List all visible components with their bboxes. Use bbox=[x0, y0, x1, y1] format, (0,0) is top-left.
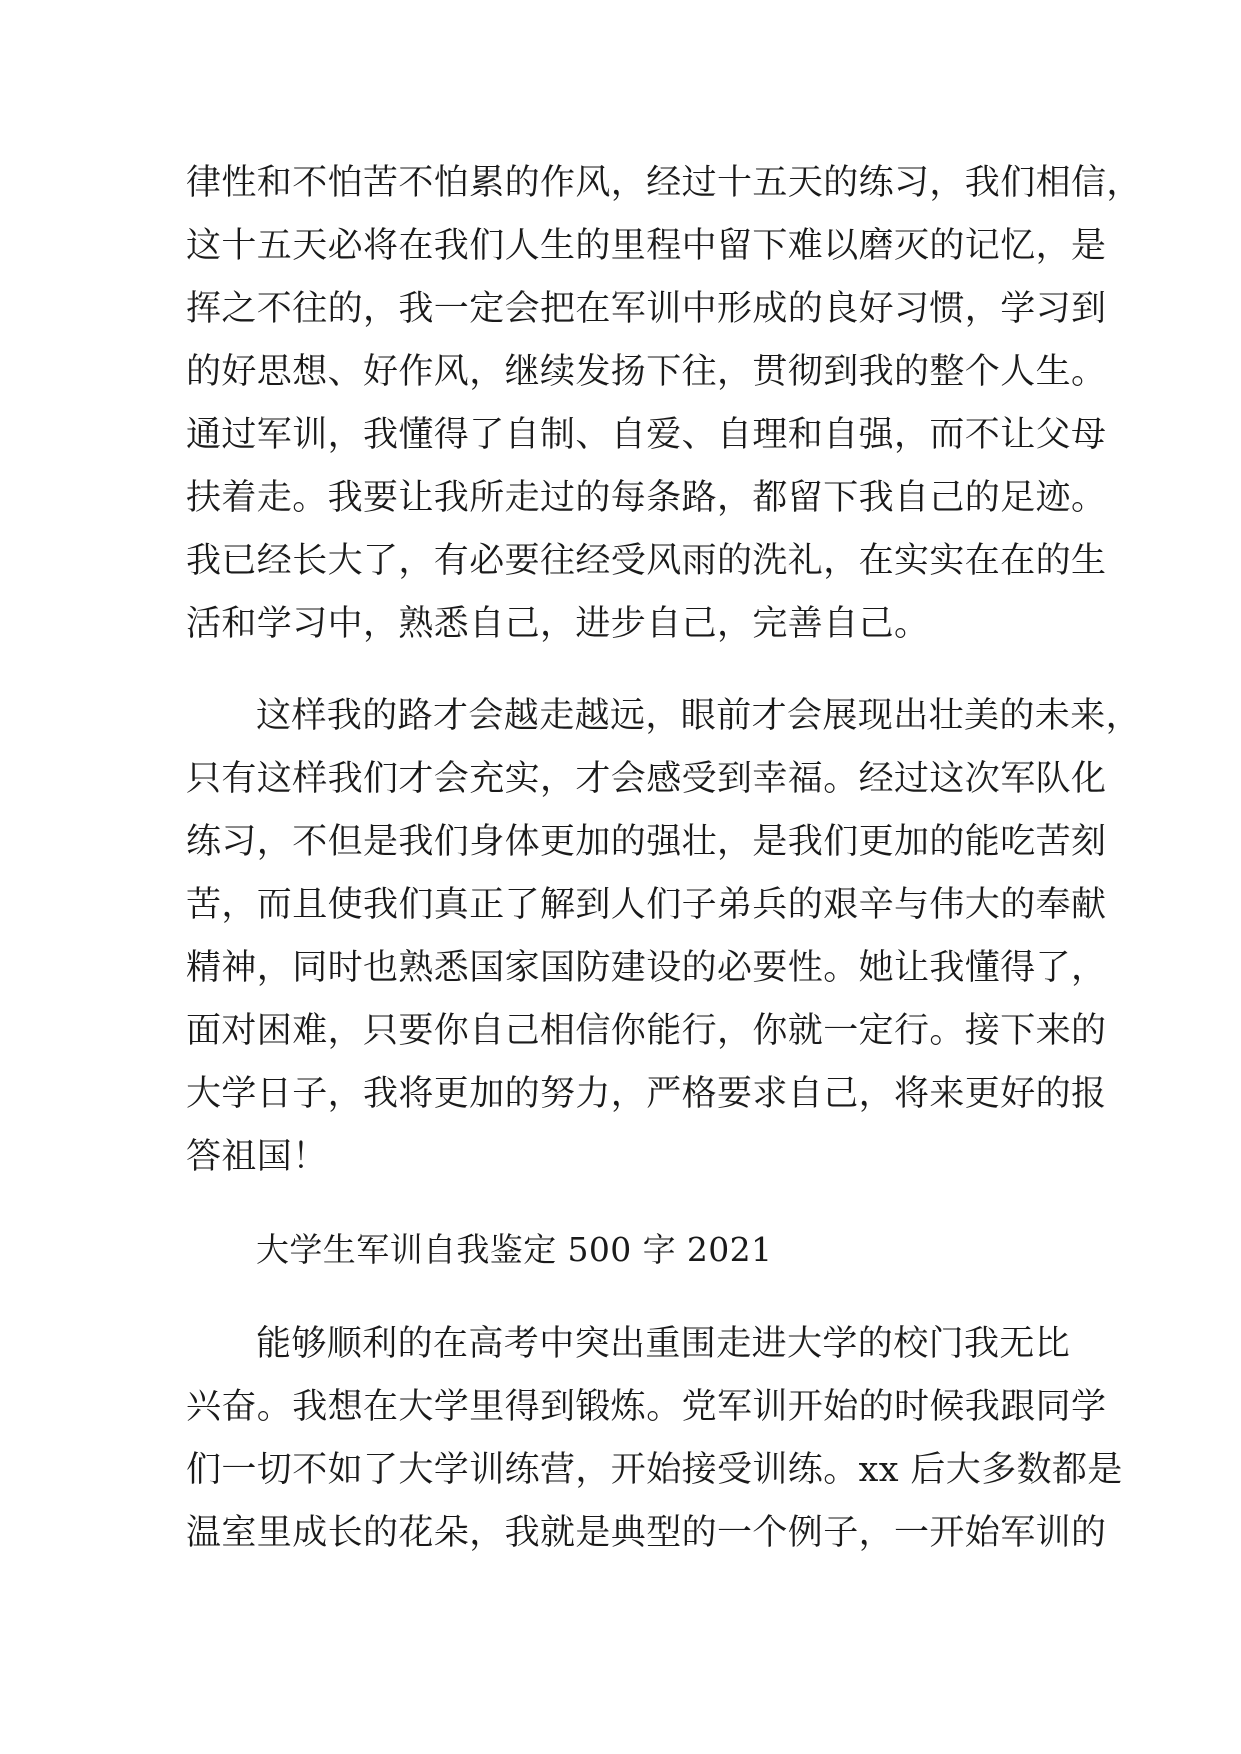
paragraph-line: 只有这样我们才会充实，才会感受到幸福。经过这次军队化 bbox=[186, 759, 1107, 799]
paragraph-line: 们一切不如了大学训练营，开始接受训练。xx 后大多数都是 bbox=[186, 1450, 1123, 1490]
paragraph-line: 能够顺利的在高考中突出重围走进大学的校门我无比 bbox=[256, 1324, 1071, 1364]
heading-title: 大学生军训自我鉴定 500 字 2021 bbox=[256, 1230, 773, 1269]
paragraph-line: 挥之不往的，我一定会把在军训中形成的良好习惯，学习到 bbox=[186, 289, 1107, 329]
paragraph-line: 精神，同时也熟悉国家国防建设的必要性。她让我懂得了， bbox=[186, 948, 1107, 988]
paragraph-line: 面对困难，只要你自己相信你能行，你就一定行。接下来的 bbox=[186, 1011, 1107, 1051]
paragraph-line: 这样我的路才会越走越远，眼前才会展现出壮美的未来， bbox=[256, 696, 1142, 736]
paragraph-line: 答祖国！ bbox=[186, 1137, 328, 1177]
paragraph-line: 这十五天必将在我们人生的里程中留下难以磨灭的记忆，是 bbox=[186, 226, 1107, 266]
paragraph-line: 苦，而且使我们真正了解到人们子弟兵的艰辛与伟大的奉献 bbox=[186, 885, 1107, 925]
paragraph-line: 通过军训，我懂得了自制、自爱、自理和自强，而不让父母 bbox=[186, 415, 1107, 455]
paragraph-line: 我已经长大了，有必要往经受风雨的洗礼，在实实在在的生 bbox=[186, 541, 1107, 581]
paragraph-line: 温室里成长的花朵，我就是典型的一个例子，一开始军训的 bbox=[186, 1513, 1107, 1553]
paragraph-line: 练习，不但是我们身体更加的强壮，是我们更加的能吃苦刻 bbox=[186, 822, 1107, 862]
paragraph-line: 律性和不怕苦不怕累的作风，经过十五天的练习，我们相信， bbox=[186, 163, 1142, 203]
paragraph-line: 的好思想、好作风，继续发扬下往，贯彻到我的整个人生。 bbox=[186, 352, 1107, 392]
paragraph-line: 大学日子，我将更加的努力，严格要求自己，将来更好的报 bbox=[186, 1074, 1107, 1114]
paragraph-line: 活和学习中，熟悉自己，进步自己，完善自己。 bbox=[186, 604, 930, 644]
paragraph-line: 扶着走。我要让我所走过的每条路，都留下我自己的足迹。 bbox=[186, 478, 1107, 518]
paragraph-line: 兴奋。我想在大学里得到锻炼。党军训开始的时候我跟同学 bbox=[186, 1387, 1107, 1427]
